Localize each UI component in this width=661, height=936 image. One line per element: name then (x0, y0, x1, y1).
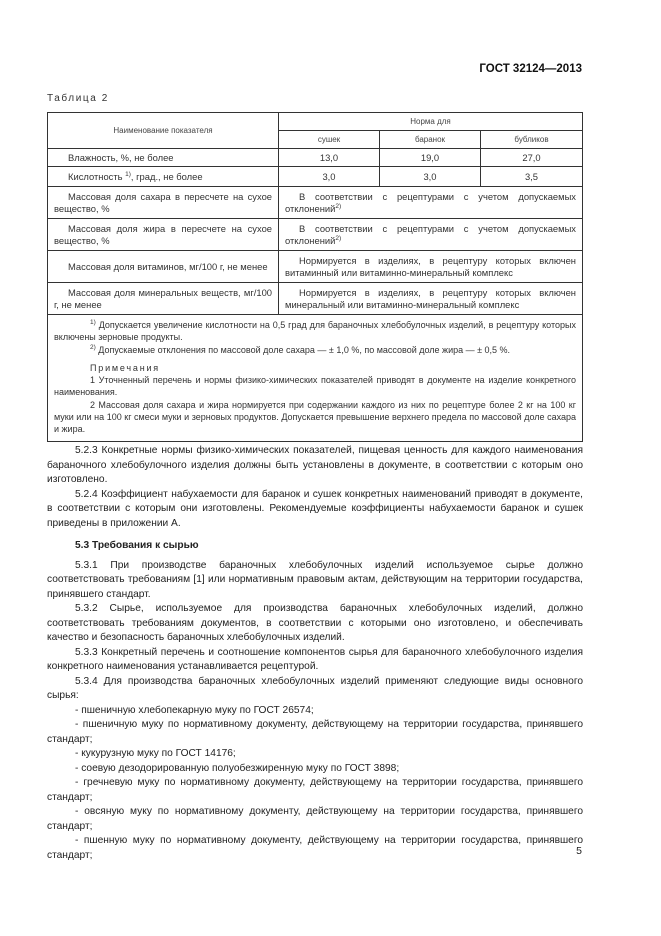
paragraph-5-3-1: 5.3.1 При производстве бараночных хлебобулочных изделий используемое сырье должно соответствовать требованиям [1] или нормативным правовым актам, действующим на территории государства, принявшего стандарт. (47, 559, 583, 600)
table-footnotes-row (48, 315, 583, 442)
page-number: 5 (576, 845, 582, 857)
note: 1 Уточненный перечень и нормы физико-химических показателей приводят в документе на изделие конкретного наименования. (54, 375, 576, 398)
row-name: Влажность, %, не более (48, 149, 279, 167)
footnote-mark: 2) (335, 202, 342, 210)
table-footnotes (48, 315, 583, 442)
row-name: Массовая доля витаминов, мг/100 г, не менее (48, 251, 279, 283)
row-name (48, 167, 279, 187)
paragraph-5-2-4: 5.2.4 Коэффициент набухаемости для баранок и сушек конкретных наименований приводят в документе, в соответствии с которым они изготовлены. Рекомендуемые коэффициенты набухаемости баранок и сушек приведены в приложении А. (47, 488, 583, 529)
column-header-name: Наименование показателя (48, 113, 279, 149)
footnote (54, 344, 576, 356)
footnote-text: Допускается увеличение кислотности на 0,5 град для бараночных хлебобулочных изделий, в рецептуру которых включены зерновые продукты. (54, 320, 576, 343)
cell-value: Нормируется в изделиях, в рецептуру которых включен минеральный или витаминно-минеральный комплекс (279, 283, 583, 315)
body-text (47, 444, 583, 863)
row-name: Массовая доля сахара в пересчете на сухое вещество, % (48, 187, 279, 219)
list-item: - соевую дезодорированную полуобезжиренную муку по ГОСТ 3898; (75, 762, 400, 774)
footnote-mark: 1) (125, 171, 131, 178)
notes-title: Примечания (90, 362, 160, 373)
cell-value: Нормируется в изделиях, в рецептуру которых включен витаминный или витаминно-минеральный комплекс (279, 251, 583, 283)
table-row (48, 219, 583, 251)
cell-value: 3,0 (380, 167, 481, 187)
list-item: - овсяную муку по нормативному документу, действующему на территории государства, принявшего стандарт; (47, 806, 583, 832)
paragraph-5-2-3: 5.2.3 Конкретные нормы физико-химических показателей, пищевая ценность для каждого наименования бараночного хлебобулочного изделия должны быть установлены в документе, в соответствии с которым оно изготовлено. (47, 445, 583, 485)
row-name: Массовая доля минеральных веществ, мг/100 г, не менее (48, 283, 279, 315)
table-row (48, 149, 583, 167)
footnote-mark: 2) (335, 234, 342, 242)
paragraph-5-3-3: 5.3.3 Конкретный перечень и соотношение компонентов сырья для бараночного хлебобулочного изделия конкретного наименования устанавливается рецептурой. (47, 646, 583, 672)
document-id: ГОСТ 32124—2013 (479, 63, 582, 75)
footnote-text: Допускаемые отклонения по массовой доле сахара — ± 1,0 %, по массовой доле жира — ± 0,5 %. (98, 344, 511, 355)
paragraph-5-3-4: 5.3.4 Для производства бараночных хлебобулочных изделий применяют следующие виды основного сырья: (47, 675, 583, 701)
footnote-mark: 2) (90, 343, 96, 351)
subcolumn-header: сушек (279, 131, 380, 149)
list-item: - кукурузную муку по ГОСТ 14176; (75, 748, 236, 759)
row-name-rest: , град., не более (130, 171, 203, 182)
table-row (48, 167, 583, 187)
table-2 (47, 112, 583, 442)
cell-value (279, 219, 583, 251)
cell-value: 13,0 (279, 149, 380, 167)
cell-text: В соответствии с рецептурами с учетом допускаемых отклонений (285, 222, 576, 246)
cell-value (279, 187, 583, 219)
subcolumn-header: бубликов (481, 131, 583, 149)
list-item: - пшеничную муку по нормативному документу, действующему на территории государства, принявшего стандарт; (47, 719, 583, 745)
note: 2 Массовая доля сахара и жира нормируется при содержании каждого из них по рецептуре более 2 кг на 100 кг муки или на 100 кг смеси муки и зерновых продуктов. Допускается превышение верхнего предела по массовой доле сахара и жира. (54, 399, 576, 435)
list-item: - гречневую муку по нормативному документу, действующему на территории государства, принявшего стандарт; (47, 777, 583, 803)
footnote-mark: 1) (90, 319, 96, 326)
cell-value: 3,0 (279, 167, 380, 187)
table-row (48, 283, 583, 315)
cell-value: 3,5 (481, 167, 583, 187)
table-caption: Таблица 2 (47, 93, 109, 104)
row-name: Массовая доля жира в пересчете на сухое вещество, % (48, 219, 279, 251)
list-item: - пшенную муку по нормативному документу, действующему на территории государства, принявшего стандарт; (47, 835, 583, 861)
table-row (48, 187, 583, 219)
paragraph-5-3-2: 5.3.2 Сырье, используемое для производства бараночных хлебобулочных изделий, должно соответствовать требованиям документов, в соответствии с которыми оно изготовлено, и обеспечивать качество и безопасность бараночных хлебобулочных изделий. (47, 603, 583, 643)
table-row (48, 251, 583, 283)
subcolumn-header: баранок (380, 131, 481, 149)
cell-value: 19,0 (380, 149, 481, 167)
cell-text: В соответствии с рецептурами с учетом допускаемых отклонений (285, 190, 576, 214)
row-name-text: Кислотность (68, 171, 123, 182)
cell-value: 27,0 (481, 149, 583, 167)
footnote (54, 319, 576, 344)
list-item: - пшеничную хлебопекарную муку по ГОСТ 26574; (75, 704, 314, 716)
section-heading-5-3: 5.3 Требования к сырью (75, 540, 199, 551)
column-header-norm: Норма для (279, 113, 583, 131)
